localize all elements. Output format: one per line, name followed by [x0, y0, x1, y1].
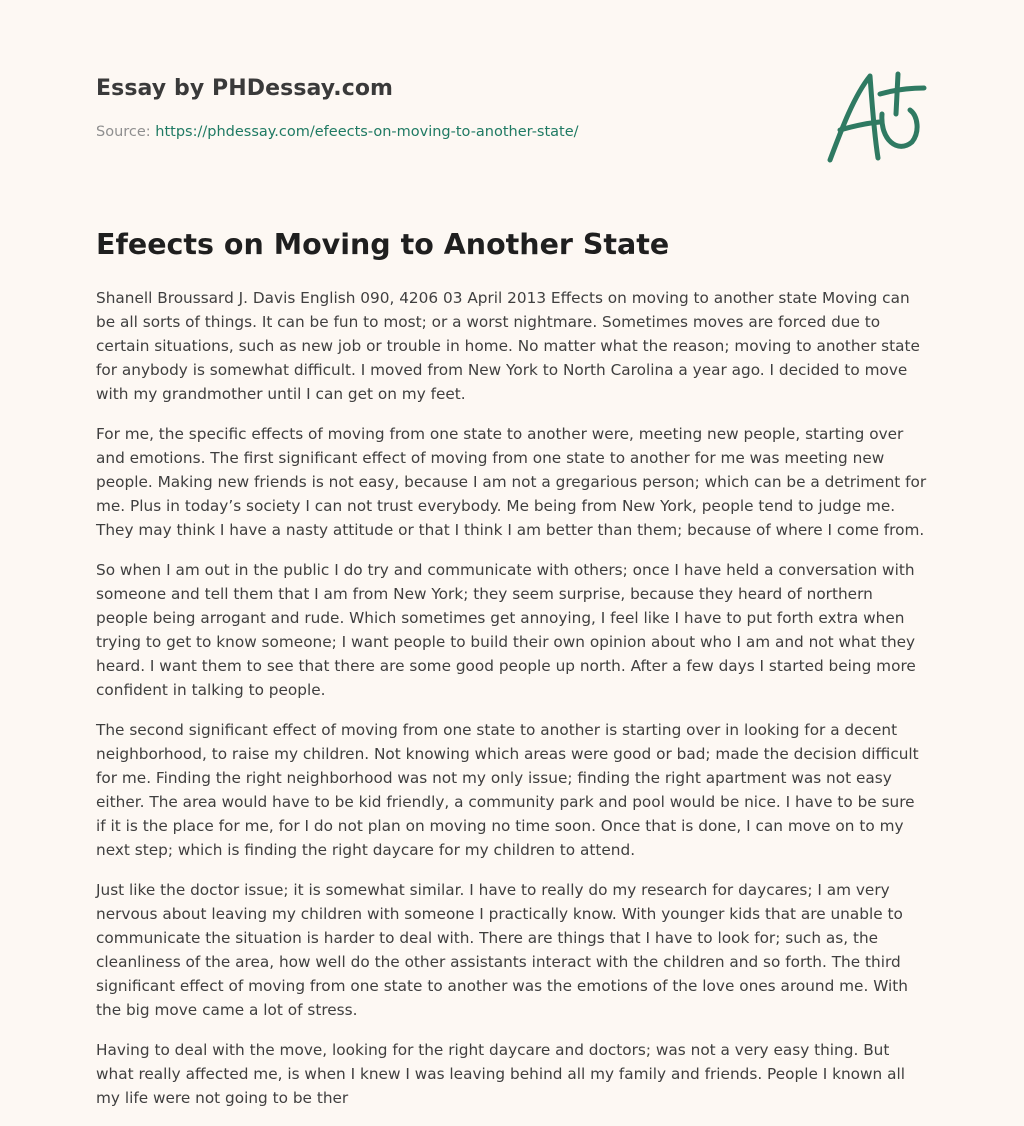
- essay-paragraph: For me, the specific effects of moving from one state to another were, meeting new people, starting over and emotions. The first significant effect of moving from one state to another for me was meeting new people. Making new friends is not easy, because I am not a gregarious person; which can be a detriment for me. Plus in today’s society I can not trust everybody. Me being from New York, people tend to judge me. They may think I have a nasty attitude or that I think I am better than them; because of where I come from.: [96, 425, 927, 539]
- essay-paragraph: So when I am out in the public I do try and communicate with others; once I have held a conversation with someone and tell them that I am from New York; they seem surprise, because they heard of northern people being arrogant and rude. Which sometimes get annoying, I feel like I have to put forth extra when trying to get to know someone; I want people to build their own opinion about who I am and not what they heard. I want them to see that there are some good people up north. After a few days I started being more confident in talking to people.: [96, 561, 916, 699]
- source-link[interactable]: https://phdessay.com/efeects-on-moving-to-another-state/: [155, 124, 579, 140]
- site-brand[interactable]: Essay by PHDessay.com: [96, 76, 394, 101]
- essay-paragraph: Just like the doctor issue; it is somewhat similar. I have to really do my research for daycares; I am very nervous about leaving my children with someone I practically know. With younger kids that are unable to communicate the situation is harder to deal with. There are things that I have to look for; such as, the cleanliness of the area, how well do the other assistants interact with the children and so forth. The third significant effect of moving from one state to another was the emotions of the love ones around me. With the big move came a lot of stress.: [96, 881, 908, 1019]
- essay-body: [96, 286, 928, 1126]
- source-label: Source:: [96, 124, 151, 140]
- essay-paragraph: Having to deal with the move, looking for the right daycare and doctors; was not a very easy thing. But what really affected me, is when I knew I was leaving behind all my family and friends. People I known all my life were not going to be ther: [96, 1041, 905, 1107]
- a-plus-logo-icon: [822, 68, 932, 168]
- essay-title: Efeects on Moving to Another State: [96, 228, 670, 261]
- source-line: [96, 124, 579, 140]
- essay-paragraph: The second significant effect of moving from one state to another is starting over in looking for a decent neighborhood, to raise my children. Not knowing which areas were good or bad; made the decision difficult for me. Finding the right neighborhood was not my only issue; finding the right apartment was not easy either. The area would have to be kid friendly, a community park and pool would be nice. I have to be sure if it is the place for me, for I do not plan on moving no time soon. Once that is done, I can move on to my next step; which is finding the right daycare for my children to attend.: [96, 721, 919, 859]
- essay-paragraph: Shanell Broussard J. Davis English 090, 4206 03 April 2013 Effects on moving to another state Moving can be all sorts of things. It can be fun to most; or a worst nightmare. Sometimes moves are forced due to certain situations, such as new job or trouble in home. No matter what the reason; moving to another state for anybody is somewhat difficult. I moved from New York to North Carolina a year ago. I decided to move with my grandmother until I can get on my feet.: [96, 289, 920, 403]
